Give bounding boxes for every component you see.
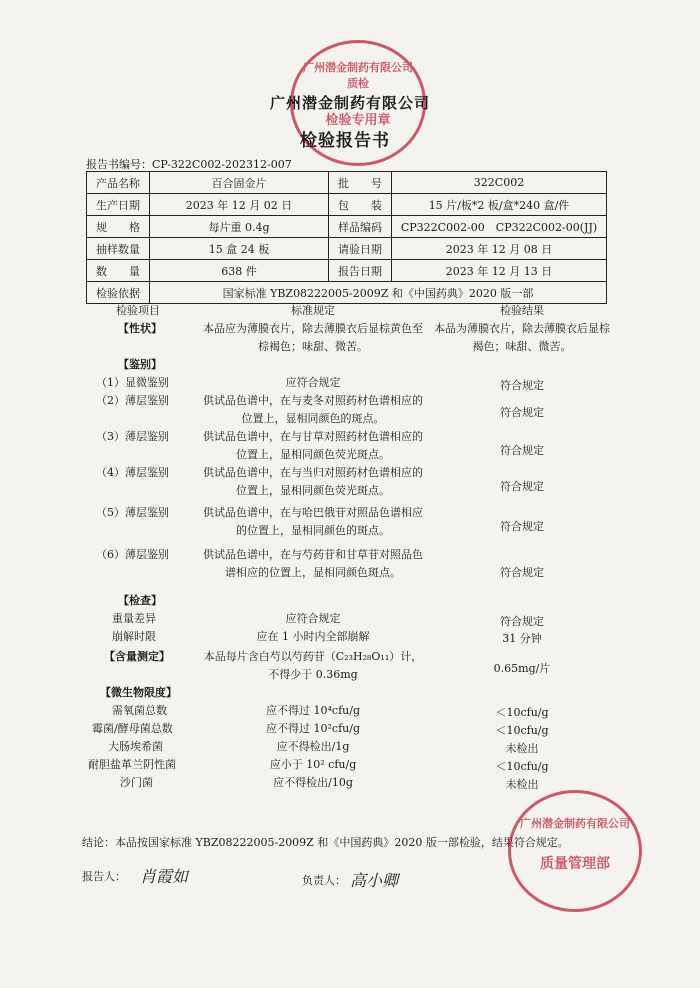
standard-tlc-5: 供试品色谱中，在与芍药苷和甘草苷对照品色谱相应的位置上，显相同颜色斑点。 bbox=[203, 548, 423, 579]
item-tlc-5: （6）薄层鉴别 bbox=[96, 548, 169, 561]
pack: 15 片/板*2 板/盒*240 盒/件 bbox=[392, 194, 607, 216]
reporter-signature: 肖霞如 bbox=[140, 867, 189, 886]
result-gram-negative: ＜10cfu/g bbox=[495, 760, 549, 773]
result-weight: 符合规定 bbox=[500, 615, 544, 628]
result-tlc-4: 符合规定 bbox=[500, 520, 544, 533]
standard-assay: 本品每片含白芍以芍药苷（C₂₃H₂₈O₁₁）计，不得少于 0.36mg bbox=[203, 650, 423, 681]
col-item-header: 检验项目 bbox=[116, 304, 160, 317]
standard-mold: 应不得过 10²cfu/g bbox=[266, 722, 360, 735]
qa-seal-inner-text: 质量管理部 bbox=[540, 856, 610, 872]
item-gram-negative: 耐胆盐革兰阴性菌 bbox=[88, 758, 176, 771]
result-tlc-5: 符合规定 bbox=[500, 566, 544, 579]
item-appearance: 【性状】 bbox=[118, 322, 162, 335]
qty: 638 件 bbox=[150, 260, 329, 282]
standard-tlc-4: 供试品色谱中，在与哈巴俄苷对照品色谱相应的位置上，显相同颜色的斑点。 bbox=[203, 506, 423, 537]
standard-salmonella: 应不得检出/10g bbox=[273, 776, 353, 789]
standard-tlc-2: 供试品色谱中，在与甘草对照药材色谱相应的位置上，显相同颜色荧光斑点。 bbox=[203, 430, 423, 461]
result-tlc-2: 符合规定 bbox=[500, 444, 544, 457]
section-checks: 【检查】 bbox=[118, 594, 162, 607]
standard-aerobic: 应不得过 10⁴cfu/g bbox=[266, 704, 360, 717]
item-tlc-4: （5）薄层鉴别 bbox=[96, 506, 169, 519]
qa-seal bbox=[508, 790, 642, 912]
standard-appearance: 本品应为薄膜衣片，除去薄膜衣后显棕黄色至棕褐色；味甜、微苦。 bbox=[203, 322, 423, 353]
report-date: 2023 年 12 月 13 日 bbox=[392, 260, 607, 282]
item-tlc-1: （2）薄层鉴别 bbox=[96, 394, 169, 407]
standard-gram-negative: 应小于 10² cfu/g bbox=[269, 758, 357, 771]
basis-label: 检验依据 bbox=[87, 282, 150, 304]
sample-code: CP322C002-00 CP322C002-00(JJ) bbox=[392, 216, 607, 238]
result-tlc-1: 符合规定 bbox=[500, 406, 544, 419]
result-disintegration: 31 分钟 bbox=[502, 632, 542, 645]
item-disintegration: 崩解时限 bbox=[112, 630, 156, 643]
batch: 322C002 bbox=[392, 172, 607, 194]
result-aerobic: ＜10cfu/g bbox=[495, 706, 549, 719]
sample-qty: 15 盒 24 板 bbox=[150, 238, 329, 260]
section-microbial: 【微生物限度】 bbox=[100, 686, 177, 699]
spec-label: 规 格 bbox=[87, 216, 150, 238]
item-salmonella: 沙门菌 bbox=[120, 776, 153, 789]
responsible-label: 负责人： bbox=[302, 874, 346, 887]
section-identification: 【鉴别】 bbox=[118, 358, 162, 371]
qa-seal-ring-text: 广州潜金制药有限公司 bbox=[520, 817, 630, 830]
company-name: 广州潜金制药有限公司 bbox=[270, 94, 431, 112]
request-date-label: 请验日期 bbox=[329, 238, 392, 260]
report-date-label: 报告日期 bbox=[329, 260, 392, 282]
product-info-table bbox=[86, 171, 607, 304]
result-salmonella: 未检出 bbox=[505, 778, 539, 791]
standard-weight: 应符合规定 bbox=[285, 612, 341, 625]
report-number: 报告书编号：CP-322C002-202312-007 bbox=[86, 158, 292, 171]
mfg-date: 2023 年 12 月 02 日 bbox=[150, 194, 329, 216]
qty-label: 数 量 bbox=[87, 260, 150, 282]
sample-qty-label: 抽样数量 bbox=[87, 238, 150, 260]
spec: 每片重 0.4g bbox=[150, 216, 329, 238]
request-date: 2023 年 12 月 08 日 bbox=[392, 238, 607, 260]
sample-code-label: 样品编码 bbox=[329, 216, 392, 238]
result-mold: ＜10cfu/g bbox=[495, 724, 549, 737]
result-tlc-3: 符合规定 bbox=[500, 480, 544, 493]
standard-ecoli: 应不得检出/1g bbox=[276, 740, 350, 753]
seal-ring-text: 广州潜金制药有限公司质检 bbox=[303, 61, 413, 90]
page-title: 检验报告书 bbox=[300, 131, 390, 151]
item-micro: （1）显微鉴别 bbox=[96, 376, 169, 389]
product-name: 百合固金片 bbox=[150, 172, 329, 194]
standard-micro: 应符合规定 bbox=[285, 376, 341, 389]
mfg-date-label: 生产日期 bbox=[87, 194, 150, 216]
result-micro: 符合规定 bbox=[500, 379, 544, 392]
batch-label: 批 号 bbox=[329, 172, 392, 194]
item-tlc-2: （3）薄层鉴别 bbox=[96, 430, 169, 443]
col-standard-header: 标准规定 bbox=[291, 304, 335, 317]
standard-tlc-3: 供试品色谱中，在与当归对照药材色谱相应的位置上，显相同颜色荧光斑点。 bbox=[203, 466, 423, 497]
conclusion: 结论：本品按国家标准 YBZ08222005-2009Z 和《中国药典》2020 版一部检验，结果符合规定。 bbox=[82, 836, 569, 849]
product-name-label: 产品名称 bbox=[87, 172, 150, 194]
col-result-header: 检验结果 bbox=[500, 304, 544, 317]
reporter-label: 报告人： bbox=[82, 870, 126, 883]
seal-inner-text: 检验专用章 bbox=[325, 113, 391, 128]
basis: 国家标准 YBZ08222005-2009Z 和《中国药典》2020 版一部 bbox=[150, 282, 607, 304]
item-weight: 重量差异 bbox=[112, 612, 156, 625]
standard-disintegration: 应在 1 小时内全部崩解 bbox=[256, 630, 370, 643]
item-ecoli: 大肠埃希菌 bbox=[108, 740, 163, 753]
item-assay: 【含量测定】 bbox=[104, 650, 170, 663]
result-assay: 0.65mg/片 bbox=[493, 662, 551, 675]
responsible-signature: 高小卿 bbox=[350, 871, 399, 890]
result-ecoli: 未检出 bbox=[505, 742, 539, 755]
item-mold: 霉菌/酵母菌总数 bbox=[92, 722, 173, 735]
pack-label: 包 装 bbox=[329, 194, 392, 216]
item-aerobic: 需氧菌总数 bbox=[112, 704, 167, 717]
standard-tlc-1: 供试品色谱中，在与麦冬对照药材色谱相应的位置上，显相同颜色的斑点。 bbox=[203, 394, 423, 425]
result-appearance: 本品为薄膜衣片，除去薄膜衣后显棕褐色；味甜、微苦。 bbox=[434, 322, 610, 353]
item-tlc-3: （4）薄层鉴别 bbox=[96, 466, 169, 479]
